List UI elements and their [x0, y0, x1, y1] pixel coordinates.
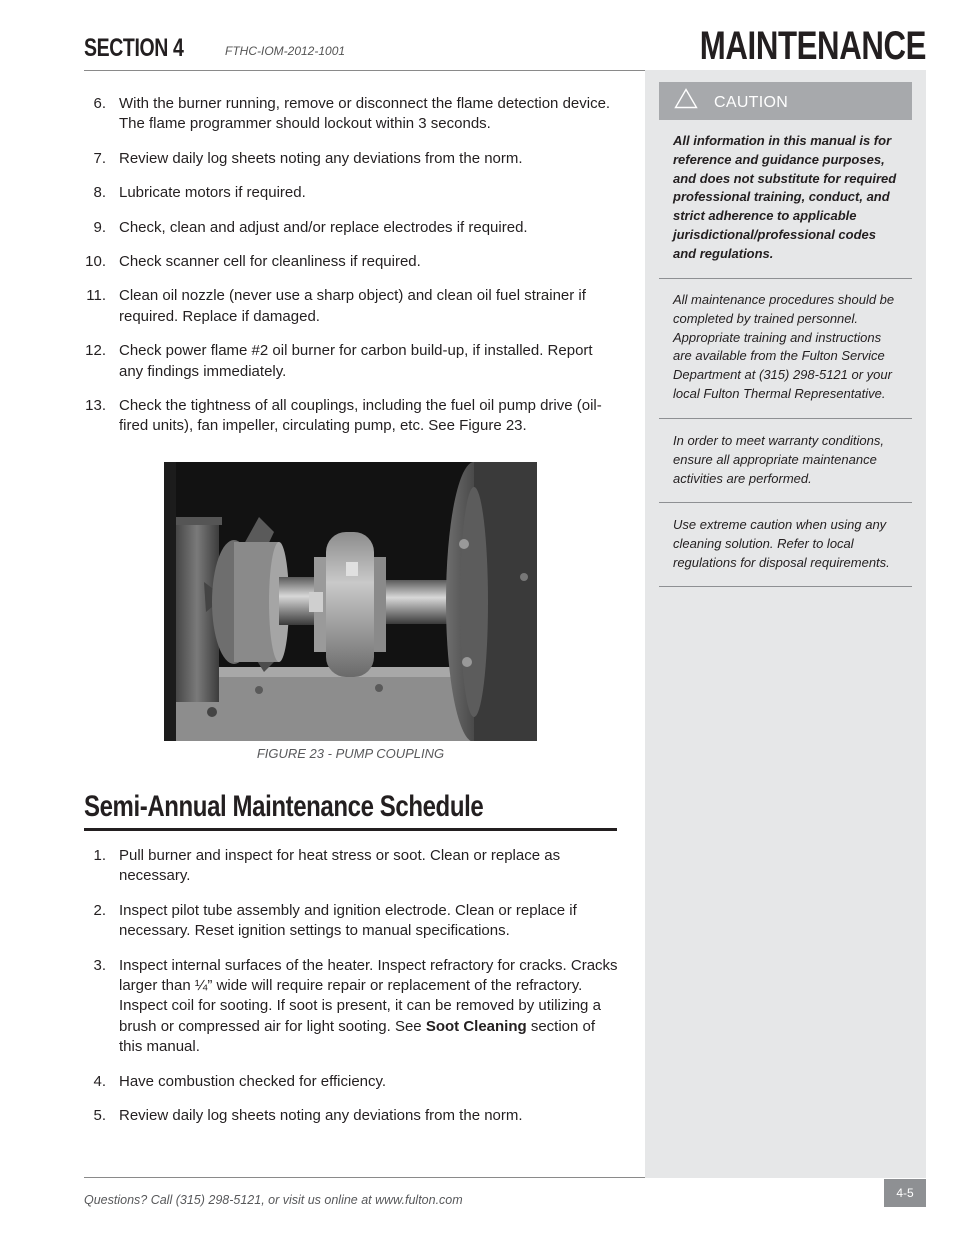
footer-contact: Questions? Call (315) 298-5121, or visit us online at www.fulton.com	[84, 1193, 463, 1207]
list-item: 7. Review daily log sheets noting any deviations from the norm.	[93, 149, 523, 167]
list-item: 1. Pull burner and inspect for heat stress or soot. Clean or replace as necessary.	[93, 847, 561, 885]
footer-divider	[84, 1177, 645, 1178]
warning-triangle-icon	[674, 88, 698, 109]
list-item: 6. With the burner running, remove or disconnect the flame detection device. The flame programmer should lockout within 3 seconds.	[93, 95, 611, 133]
section-label: SECTION 4	[84, 34, 184, 62]
caution-sidebar	[645, 70, 926, 1178]
document-code: FTHC-IOM-2012-1001	[225, 44, 346, 58]
maintenance-note-text: All maintenance procedures should be completed by trained personnel. Appropriate training and instructions are available from the Fulton Service Department at (315) 298-5121 or your local Fulton Thermal Representative.	[673, 292, 895, 401]
caution-label: CAUTION	[714, 94, 789, 111]
section-heading	[84, 790, 617, 831]
list-item: 3. Inspect internal surfaces of the heater. Inspect refractory for cracks. Cracks larger than ¼” wide will require repair or replacement of the refractory. Inspect coil for sooting. If soot is present, it can be removed by utilizing a brush or compressed air for light sooting. See Soot Cleaning section of this manual.	[93, 956, 618, 1056]
warranty-note	[659, 432, 912, 503]
caution-note	[659, 132, 912, 279]
figure-caption: FIGURE 23 - PUMP COUPLING	[256, 746, 445, 761]
list-item: 13. Check the tightness of all couplings, including the fuel oil pump drive (oil-fired units), fan impeller, circulating pump, etc. See Figure 23.	[85, 397, 602, 435]
semi-annual-list	[84, 846, 619, 1126]
soot-cleaning-reference: Soot Cleaning	[425, 1017, 527, 1035]
pump-coupling-photo	[164, 462, 537, 741]
cleaning-note-text: Use extreme caution when using any cleaning solution. Refer to local regulations for disposal requirements.	[673, 517, 890, 570]
caution-header	[659, 82, 912, 120]
list-item: 5. Review daily log sheets noting any deviations from the norm.	[93, 1107, 523, 1125]
maintenance-list-continued	[84, 94, 619, 437]
page-title: MAINTENANCE	[699, 24, 926, 68]
maintenance-note	[659, 291, 912, 419]
page-number: 4-5	[884, 1179, 926, 1207]
caution-note-text: All information in this manual is for reference and guidance purposes, and does not substitute for required professional training, conduct, and strict adherence to applicable jurisdictional/professional codes and regulations.	[673, 133, 897, 261]
list-item: 12. Check power flame #2 oil burner for carbon build-up, if installed. Report any findings immediately.	[85, 342, 593, 380]
list-item: 10. Check scanner cell for cleanliness if required.	[85, 253, 421, 271]
page-header	[84, 22, 926, 71]
list-item: 11. Clean oil nozzle (never use a sharp object) and clean oil fuel strainer if required. Replace if damaged.	[86, 287, 586, 325]
list-item: 8. Lubricate motors if required.	[93, 184, 306, 202]
list-item: 9. Check, clean and adjust and/or replace electrodes if required.	[93, 218, 528, 236]
list-item: 4. Have combustion checked for efficiency.	[93, 1072, 387, 1090]
pump-coupling-illustration	[164, 462, 537, 741]
cleaning-note	[659, 516, 912, 587]
section-heading-text: Semi-Annual Maintenance Schedule	[84, 790, 484, 823]
list-item: 2. Inspect pilot tube assembly and ignition electrode. Clean or replace if necessary. Reset ignition settings to manual specifications.	[93, 901, 577, 940]
warranty-note-text: In order to meet warranty conditions, ensure all appropriate maintenance activities are performed.	[673, 433, 884, 486]
